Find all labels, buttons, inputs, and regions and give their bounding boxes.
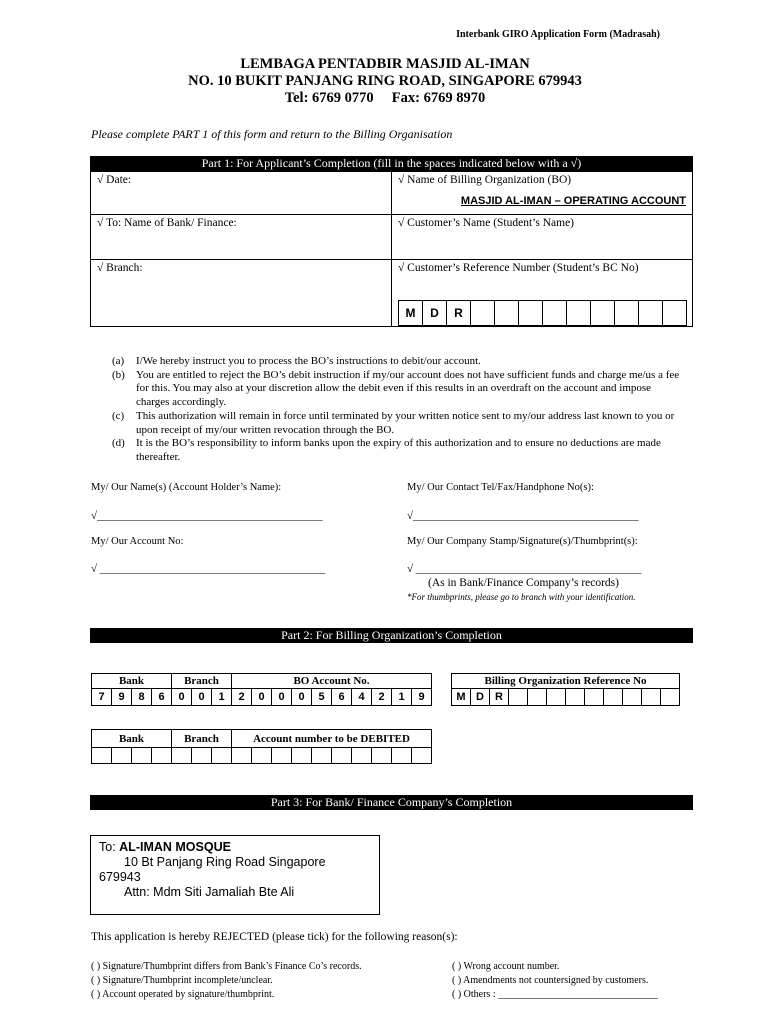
bank-digit: 9: [112, 689, 132, 706]
contact-line[interactable]: √_________________________________________: [407, 510, 639, 522]
account-digit: 0: [292, 689, 312, 706]
return-to-prefix: To:: [99, 840, 120, 854]
clause: [112, 369, 684, 410]
bo-reference-table: [451, 673, 680, 706]
as-in-bank-note: (As in Bank/Finance Company’s records): [428, 577, 619, 589]
return-to-name: AL-IMAN MOSQUE: [119, 840, 231, 854]
bo-account-header: BO Account No.: [232, 674, 432, 689]
account-digit: 2: [232, 689, 252, 706]
branch-header: Branch: [172, 674, 232, 689]
ref-box-d: D: [423, 301, 447, 325]
clause: [112, 410, 684, 437]
debit-account-box[interactable]: [392, 748, 412, 764]
ref-box[interactable]: [495, 301, 519, 325]
debit-bank-box[interactable]: [132, 748, 152, 764]
clause: [112, 437, 684, 464]
return-address-line2: 679943: [99, 870, 141, 884]
clause-mark: (d): [112, 437, 125, 450]
account-digit: 2: [372, 689, 392, 706]
account-digit: 9: [412, 689, 432, 706]
org-address: NO. 10 BUKIT PANJANG RING ROAD, SINGAPORE 679943: [188, 73, 582, 89]
branch-label: √ Branch:: [97, 262, 143, 274]
ref-box[interactable]: [591, 301, 615, 325]
bank-digit: 6: [152, 689, 172, 706]
form-title: Interbank GIRO Application Form (Madrasah): [456, 29, 660, 40]
debit-account-box[interactable]: [312, 748, 332, 764]
bank-name-field[interactable]: [90, 214, 392, 260]
ref-box-r: R: [447, 301, 471, 325]
account-digit: 0: [272, 689, 292, 706]
bo-ref-box[interactable]: [642, 689, 661, 706]
clause-mark: (a): [112, 355, 125, 367]
clause-text: This authorization will remain in force until terminated by your written notice sent to my/our address last known to you or upon receipt of my/our written revocation through the BO.: [136, 409, 675, 436]
customer-ref-boxes[interactable]: [398, 300, 687, 326]
reject-reason-others[interactable]: ( ) Others : ________________________________: [452, 989, 659, 1000]
account-holder-name-label: My/ Our Name(s) (Account Holder’s Name):: [91, 482, 282, 493]
account-digit: 6: [332, 689, 352, 706]
ref-box[interactable]: [615, 301, 639, 325]
debit-bank-header: Bank: [92, 730, 172, 748]
bo-ref-box[interactable]: [623, 689, 642, 706]
org-header: [0, 56, 770, 107]
debit-account-box[interactable]: [232, 748, 252, 764]
bo-label: √ Name of Billing Organization (BO): [398, 174, 572, 186]
bo-ref-header: Billing Organization Reference No: [452, 674, 680, 689]
debit-branch-box[interactable]: [212, 748, 232, 764]
debit-account-header: Account number to be DEBITED: [232, 730, 432, 748]
part3-title: Part 3: For Bank/ Finance Company’s Completion: [90, 795, 693, 810]
date-field[interactable]: [90, 171, 392, 215]
account-no-label: My/ Our Account No:: [91, 536, 184, 547]
reject-reason-operated[interactable]: ( ) Account operated by signature/thumbprint.: [91, 989, 275, 1000]
bank-header: Bank: [92, 674, 172, 689]
account-digit: 4: [352, 689, 372, 706]
ref-box[interactable]: [471, 301, 495, 325]
account-digit: 0: [252, 689, 272, 706]
clause-text: I/We hereby instruct you to process the BO’s instructions to debit/our account.: [136, 355, 481, 367]
clause-mark: (c): [112, 409, 125, 422]
debit-bank-box[interactable]: [152, 748, 172, 764]
clause-mark: (b): [112, 368, 125, 381]
debit-account-table: [91, 729, 432, 764]
debit-account-box[interactable]: [332, 748, 352, 764]
debit-account-box[interactable]: [292, 748, 312, 764]
bo-value: MASJID AL-IMAN – OPERATING ACCOUNT: [460, 195, 686, 207]
debit-branch-box[interactable]: [172, 748, 192, 764]
account-no-line[interactable]: √ _________________________________________: [91, 563, 326, 575]
debit-bank-box[interactable]: [92, 748, 112, 764]
debit-account-box[interactable]: [372, 748, 392, 764]
ref-box-m: M: [399, 301, 423, 325]
ref-box[interactable]: [639, 301, 663, 325]
reject-reason-signature-differs[interactable]: ( ) Signature/Thumbprint differs from Bank’s Finance Co’s records.: [91, 961, 362, 972]
clauses: [112, 355, 684, 465]
account-digit: 5: [312, 689, 332, 706]
debit-account-box[interactable]: [252, 748, 272, 764]
reject-reasons-right: [452, 960, 658, 1002]
account-digit: 1: [392, 689, 412, 706]
bo-account-table: [91, 673, 432, 706]
return-to: [99, 840, 371, 855]
bo-ref-box[interactable]: [566, 689, 585, 706]
reject-reason-amendments[interactable]: ( ) Amendments not countersigned by customers.: [452, 975, 649, 986]
customer-name-field[interactable]: [391, 214, 693, 260]
rejected-text: This application is hereby REJECTED (please tick) for the following reason(s):: [91, 931, 458, 943]
clause-text: It is the BO’s responsibility to inform banks upon the expiry of this authorization and to ensure no deductions are made thereafter.: [136, 437, 661, 463]
ref-box[interactable]: [663, 301, 687, 325]
reject-reasons-left: [91, 960, 362, 1002]
debit-account-box[interactable]: [272, 748, 292, 764]
part1-title: Part 1: For Applicant’s Completion (fill in the spaces indicated below with a √): [90, 156, 693, 171]
branch-digit: 0: [192, 689, 212, 706]
branch-field[interactable]: [90, 259, 392, 327]
debit-branch-header: Branch: [172, 730, 232, 748]
bo-ref-box[interactable]: [585, 689, 604, 706]
return-attn: Attn: Mdm Siti Jamaliah Bte Ali: [124, 885, 295, 899]
clause: [112, 355, 684, 369]
branch-digit: 0: [172, 689, 192, 706]
intro-text: Please complete PART 1 of this form and return to the Billing Organisation: [91, 127, 453, 141]
customer-ref-label: √ Customer’s Reference Number (Student’s BC No): [398, 262, 639, 274]
bo-ref-box-d: D: [471, 689, 490, 706]
bo-ref-box-m: M: [452, 689, 471, 706]
bo-ref-box[interactable]: [528, 689, 547, 706]
org-contact: Tel: 6769 0770 Fax: 6769 8970: [284, 90, 486, 106]
stamp-line[interactable]: √ _________________________________________: [407, 563, 642, 575]
reject-reason-incomplete[interactable]: ( ) Signature/Thumbprint incomplete/unclear.: [91, 975, 273, 986]
return-address-box: [90, 835, 380, 915]
debit-account-box[interactable]: [412, 748, 432, 764]
clause-text: You are entitled to reject the BO’s debit instruction if my/our account does not have sufficient funds and charge me/us a fee for this. You may also at your discretion allow the debit even if this results in an overdraft on the account and impose charges accordingly.: [136, 368, 680, 409]
bo-ref-box-r: R: [490, 689, 509, 706]
ref-box[interactable]: [543, 301, 567, 325]
bo-ref-box[interactable]: [509, 689, 528, 706]
reject-reason-wrong-account[interactable]: ( ) Wrong account number.: [452, 961, 560, 972]
date-label: √ Date:: [97, 174, 132, 186]
thumbprint-note: *For thumbprints, please go to branch with your identification.: [407, 592, 636, 602]
bank-digit: 8: [132, 689, 152, 706]
branch-digit: 1: [212, 689, 232, 706]
account-holder-name-line[interactable]: √_________________________________________: [91, 510, 323, 522]
part2-title: Part 2: For Billing Organization’s Completion: [90, 628, 693, 643]
debit-bank-box[interactable]: [112, 748, 132, 764]
ref-box[interactable]: [519, 301, 543, 325]
bo-ref-box[interactable]: [604, 689, 623, 706]
stamp-label: My/ Our Company Stamp/Signature(s)/Thumbprint(s):: [407, 536, 638, 547]
debit-branch-box[interactable]: [192, 748, 212, 764]
bo-ref-box[interactable]: [661, 689, 680, 706]
customer-name-label: √ Customer’s Name (Student’s Name): [398, 217, 575, 229]
bank-name-label: √ To: Name of Bank/ Finance:: [97, 217, 237, 229]
org-name: LEMBAGA PENTADBIR MASJID AL-IMAN: [240, 56, 530, 72]
contact-label: My/ Our Contact Tel/Fax/Handphone No(s):: [407, 482, 594, 493]
bo-name-field: [391, 171, 693, 215]
bank-digit: 7: [92, 689, 112, 706]
ref-box[interactable]: [567, 301, 591, 325]
debit-account-box[interactable]: [352, 748, 372, 764]
bo-ref-box[interactable]: [547, 689, 566, 706]
return-address-line1: 10 Bt Panjang Ring Road Singapore: [124, 855, 326, 869]
